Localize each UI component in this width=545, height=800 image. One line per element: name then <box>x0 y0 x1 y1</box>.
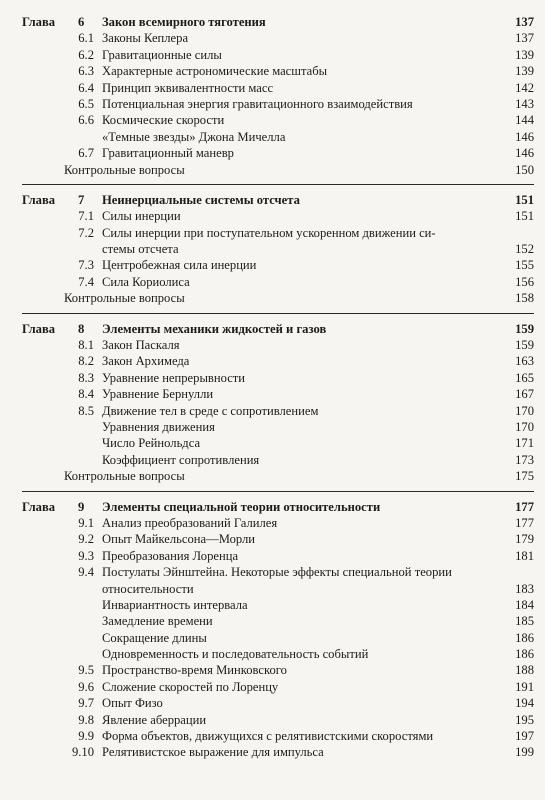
entry-title: Опыт Физо <box>102 696 163 711</box>
entry-title: «Темные звезды» Джона Мичелла <box>102 129 286 144</box>
entry-title: стемы отсчета <box>102 242 179 257</box>
subsection-entry <box>22 419 534 435</box>
entry-page-number: 139 <box>515 64 534 79</box>
section-entry <box>22 679 534 695</box>
subsection-entry <box>22 597 534 613</box>
section-entry <box>22 744 534 760</box>
section-number: 6.4 <box>78 80 94 95</box>
section-number: 6.2 <box>78 47 94 62</box>
entry-title: Пространство-время Минковского <box>102 663 287 678</box>
entry-page-number: 159 <box>515 338 534 353</box>
entry-page-number: 188 <box>515 663 534 678</box>
entry-page-number: 195 <box>515 712 534 727</box>
section-number: 6.6 <box>78 113 94 128</box>
subsection-entry <box>22 129 534 145</box>
chapter-title: Элементы специальной теории относительности <box>102 499 381 514</box>
section-entry <box>22 548 534 564</box>
entry-page-number: 170 <box>515 419 534 434</box>
entry-title: Сокращение длины <box>102 630 207 645</box>
section-number: 9.5 <box>78 663 94 678</box>
entry-title: Закон Паскаля <box>102 338 180 353</box>
chapter-page-number: 177 <box>515 499 534 514</box>
chapter-title: Неинерциальные системы отсчета <box>102 192 300 207</box>
subsection-entry <box>22 613 534 629</box>
entry-title: Космические скорости <box>102 113 225 128</box>
section-entry <box>22 370 534 386</box>
entry-page-number: 170 <box>515 403 534 418</box>
entry-title: Замедление времени <box>102 614 213 629</box>
entry-page-number: 146 <box>515 129 534 144</box>
table-of-contents <box>22 14 534 761</box>
section-entry <box>22 96 534 112</box>
entry-page-number: 143 <box>515 96 534 111</box>
entry-title: Законы Кеплера <box>102 31 189 46</box>
entry-title: Контрольные вопросы <box>64 291 185 306</box>
section-number: 8.2 <box>78 354 94 369</box>
entry-page-number: 152 <box>515 242 534 257</box>
subsection-entry <box>22 646 534 662</box>
section-number: 8.1 <box>78 338 94 353</box>
entry-title: Форма объектов, движущихся с релятивистскими скоростями <box>102 729 434 744</box>
section-entry <box>22 353 534 369</box>
section-number: 8.3 <box>78 370 94 385</box>
entry-page-number: 150 <box>515 162 534 177</box>
entry-page-number: 144 <box>515 113 534 128</box>
entry-page-number: 155 <box>515 258 534 273</box>
chapter-title: Закон всемирного тяготения <box>102 15 266 29</box>
entry-page-number: 199 <box>515 745 534 760</box>
chapter-page-number: 137 <box>515 15 534 29</box>
entry-page-number: 167 <box>515 387 534 402</box>
section-number: 9.9 <box>78 729 94 744</box>
section-entry <box>22 564 534 580</box>
entry-title: Силы инерции при поступательном ускоренном движении си- <box>102 225 436 240</box>
chapter-number: 8 <box>78 321 85 336</box>
entry-title: Контрольные вопросы <box>64 469 185 484</box>
entry-title: Анализ преобразований Галилея <box>102 515 278 530</box>
section-entry <box>22 712 534 728</box>
section-number: 9.3 <box>78 548 94 563</box>
section-entry <box>22 112 534 128</box>
entry-page-number: 183 <box>515 581 534 596</box>
horizontal-rule <box>22 313 534 314</box>
section-number: 7.2 <box>78 225 94 240</box>
section-number: 9.6 <box>78 679 94 694</box>
entry-title: Гравитационные силы <box>102 47 222 62</box>
entry-page-number: 185 <box>515 614 534 629</box>
entry-page-number: 163 <box>515 354 534 369</box>
section-number: 6.7 <box>78 146 94 161</box>
section-entry <box>22 662 534 678</box>
entry-page-number: 173 <box>515 452 534 467</box>
entry-title: Контрольные вопросы <box>64 162 185 177</box>
entry-page-number: 177 <box>515 515 534 530</box>
chapter-heading <box>22 321 534 337</box>
entry-title: Явление аберрации <box>102 712 207 727</box>
entry-title: Инвариантность интервала <box>102 597 248 612</box>
entry-page-number: 194 <box>515 696 534 711</box>
section-number: 9.2 <box>78 532 94 547</box>
chapter-number: 7 <box>78 192 85 207</box>
section-entry <box>22 386 534 402</box>
section-entry <box>22 695 534 711</box>
entry-title: Сложение скоростей по Лоренцу <box>102 679 279 694</box>
chapter-label: Глава <box>22 321 56 336</box>
entry-title: Закон Архимеда <box>102 354 190 369</box>
entry-title: Гравитационный маневр <box>102 146 234 161</box>
section-entry <box>22 257 534 273</box>
review-questions-entry <box>22 290 534 306</box>
section-number: 9.4 <box>78 565 94 580</box>
entry-page-number: 137 <box>515 31 534 46</box>
entry-title: Релятивистское выражение для импульса <box>102 745 324 760</box>
section-entry <box>22 515 534 531</box>
section-number: 7.3 <box>78 258 94 273</box>
entry-page-number: 165 <box>515 370 534 385</box>
section-number: 9.1 <box>78 515 94 530</box>
subsection-entry <box>22 581 534 597</box>
chapter-divider <box>22 178 534 192</box>
section-entry <box>22 47 534 63</box>
chapter-heading <box>22 499 534 515</box>
entry-title: Принцип эквивалентности масс <box>102 80 274 95</box>
section-entry <box>22 63 534 79</box>
chapter-title: Элементы механики жидкостей и газов <box>102 321 327 336</box>
entry-title: Одновременность и последовательность событий <box>102 647 369 662</box>
entry-page-number: 171 <box>515 436 534 451</box>
entry-page-number: 156 <box>515 274 534 289</box>
entry-page-number: 139 <box>515 47 534 62</box>
section-number: 6.5 <box>78 96 94 111</box>
chapter-heading <box>22 14 534 30</box>
chapter-label: Глава <box>22 15 56 29</box>
chapter-page-number: 159 <box>515 321 534 336</box>
entry-title: Преобразования Лоренца <box>102 548 239 563</box>
section-entry <box>22 728 534 744</box>
entry-title: Движение тел в среде с сопротивлением <box>102 403 319 418</box>
section-entry <box>22 225 534 241</box>
entry-title: Число Рейнольдса <box>102 436 201 451</box>
entry-page-number: 175 <box>515 469 534 484</box>
entry-page-number: 197 <box>515 729 534 744</box>
section-number: 9.10 <box>71 745 94 760</box>
entry-title: Силы инерции <box>102 209 181 224</box>
entry-title: Коэффициент сопротивления <box>102 452 260 467</box>
entry-title: относительности <box>102 581 194 596</box>
section-entry <box>22 274 534 290</box>
horizontal-rule <box>22 184 534 185</box>
entry-page-number: 146 <box>515 146 534 161</box>
section-number: 6.3 <box>78 64 94 79</box>
entry-page-number: 186 <box>515 630 534 645</box>
entry-title: Центробежная сила инерции <box>102 258 257 273</box>
entry-page-number: 158 <box>515 291 534 306</box>
section-number: 7.1 <box>78 209 94 224</box>
section-number: 9.7 <box>78 696 94 711</box>
entry-title: Сила Кориолиса <box>102 274 190 289</box>
section-entry <box>22 403 534 419</box>
chapter-divider <box>22 307 534 321</box>
chapter-number: 6 <box>78 15 85 29</box>
section-number: 7.4 <box>78 274 94 289</box>
chapter-label: Глава <box>22 192 56 207</box>
entry-title: Потенциальная энергия гравитационного взаимодействия <box>102 96 413 111</box>
section-entry <box>22 531 534 547</box>
entry-title: Уравнения движения <box>102 419 215 434</box>
entry-title: Постулаты Эйнштейна. Некоторые эффекты специальной теории <box>102 565 452 580</box>
entry-title: Уравнение Бернулли <box>102 387 214 402</box>
subsection-entry <box>22 630 534 646</box>
entry-page-number: 186 <box>515 647 534 662</box>
subsection-entry <box>22 435 534 451</box>
entry-page-number: 151 <box>515 209 534 224</box>
entry-page-number: 184 <box>515 597 534 612</box>
entry-page-number: 142 <box>515 80 534 95</box>
chapter-heading <box>22 192 534 208</box>
entry-title: Опыт Майкельсона—Морли <box>102 532 256 547</box>
section-number: 6.1 <box>78 31 94 46</box>
section-entry <box>22 145 534 161</box>
chapter-label: Глава <box>22 499 56 514</box>
section-entry <box>22 208 534 224</box>
entry-title: Уравнение непрерывности <box>102 370 246 385</box>
section-entry <box>22 337 534 353</box>
entry-page-number: 181 <box>515 548 534 563</box>
section-entry <box>22 80 534 96</box>
section-number: 8.5 <box>78 403 94 418</box>
review-questions-entry <box>22 162 534 178</box>
subsection-entry <box>22 452 534 468</box>
chapter-number: 9 <box>78 499 85 514</box>
chapter-divider <box>22 485 534 499</box>
subsection-entry <box>22 241 534 257</box>
chapter-page-number: 151 <box>515 192 534 207</box>
review-questions-entry <box>22 468 534 484</box>
entry-page-number: 191 <box>515 679 534 694</box>
entry-page-number: 179 <box>515 532 534 547</box>
horizontal-rule <box>22 491 534 492</box>
entry-title: Характерные астрономические масштабы <box>102 64 328 79</box>
section-number: 8.4 <box>78 387 94 402</box>
section-entry <box>22 30 534 46</box>
section-number: 9.8 <box>78 712 94 727</box>
